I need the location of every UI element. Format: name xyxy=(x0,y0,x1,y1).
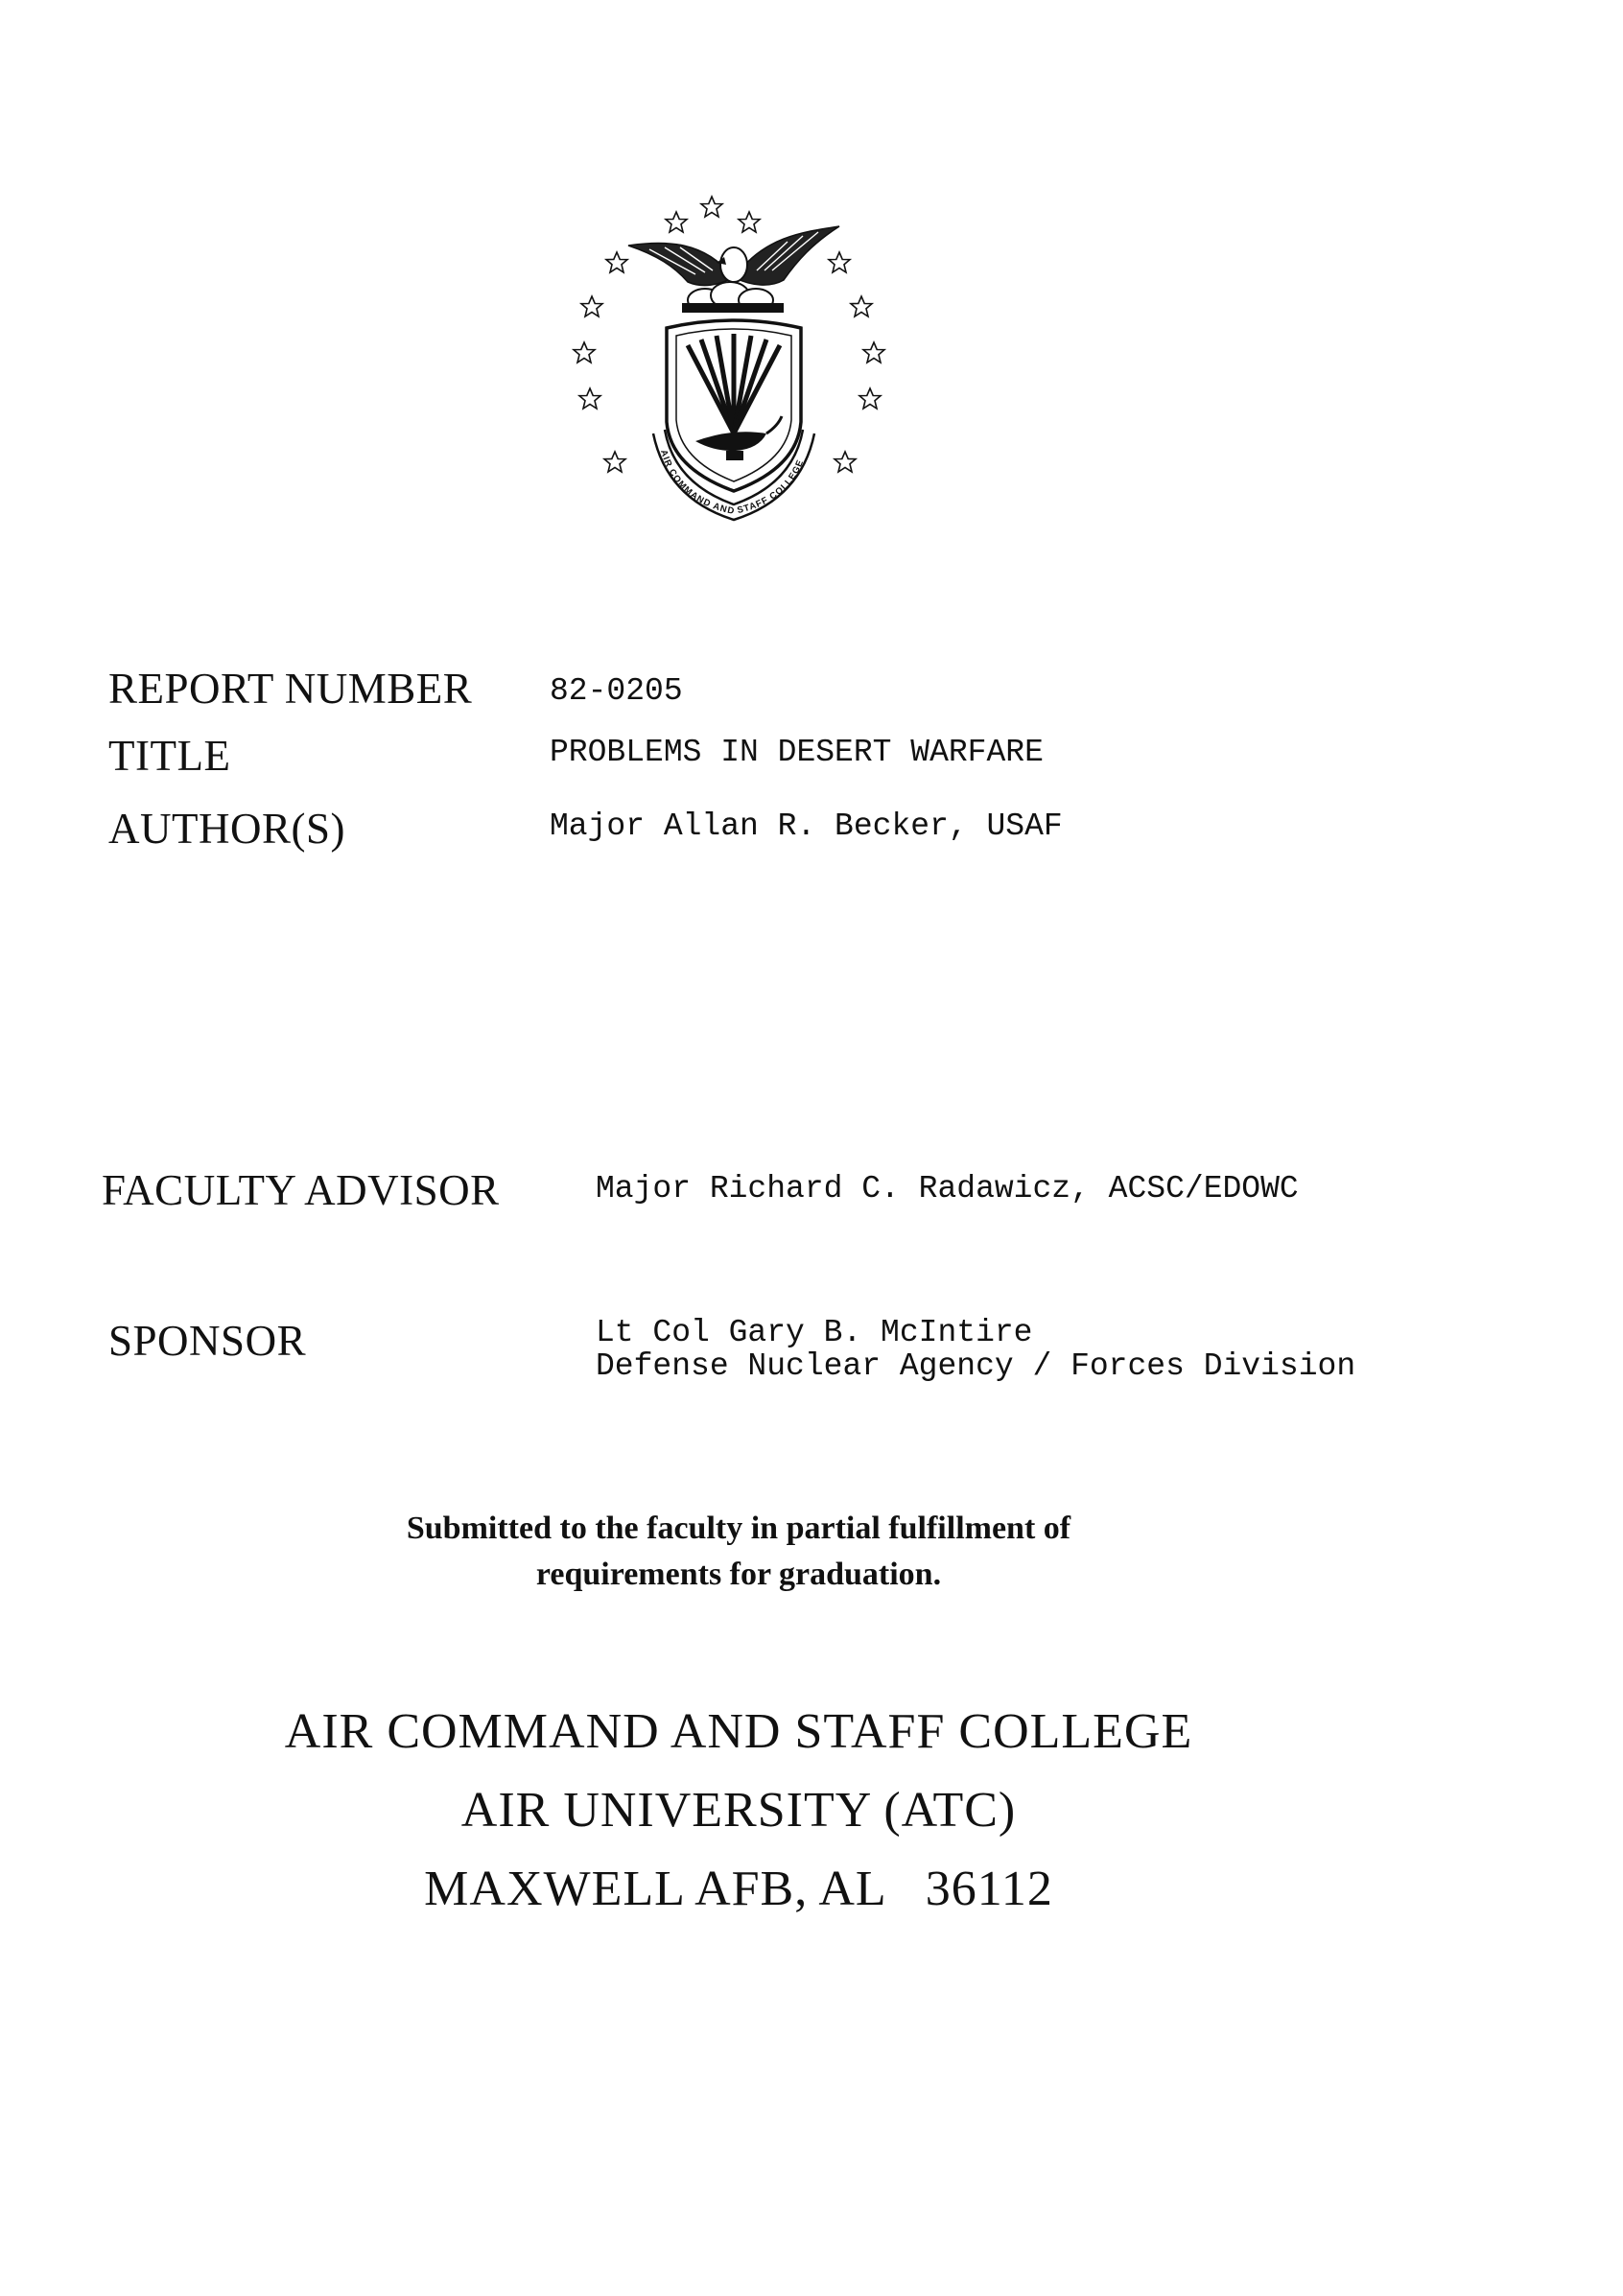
report-number-value: 82-0205 xyxy=(550,673,683,709)
faculty-advisor-value: Major Richard C. Radawicz, ACSC/EDOWC xyxy=(596,1171,1299,1207)
report-number-label: REPORT NUMBER xyxy=(108,665,473,713)
institution-name: AIR COMMAND AND STAFF COLLEGE xyxy=(284,1704,1193,1759)
air-command-and-staff-college-seal-icon xyxy=(561,182,906,523)
submission-line-2: requirements for graduation. xyxy=(535,1557,942,1592)
svg-text:AIR COMMAND AND STAFF COLLEGE: AIR COMMAND AND STAFF COLLEGE xyxy=(658,448,807,518)
institution-address: MAXWELL AFB, AL 36112 xyxy=(424,1862,1053,1916)
title-label: TITLE xyxy=(108,732,231,780)
institution-parent: AIR UNIVERSITY (ATC) xyxy=(460,1783,1017,1838)
sponsor-line-1: Lt Col Gary B. McIntire xyxy=(596,1315,1033,1350)
sponsor-label: SPONSOR xyxy=(108,1317,307,1365)
institution-block xyxy=(0,1693,1477,1929)
submission-statement xyxy=(0,1506,1477,1598)
faculty-advisor-label: FACULTY ADVISOR xyxy=(102,1166,500,1214)
title-value: PROBLEMS IN DESERT WARFARE xyxy=(550,735,1044,770)
authors-value: Major Allan R. Becker, USAF xyxy=(550,808,1063,844)
submission-line-1: Submitted to the faculty in partial fulfillment of xyxy=(406,1511,1071,1546)
sponsor-line-2: Defense Nuclear Agency / Forces Division xyxy=(596,1348,1356,1384)
authors-label: AUTHOR(S) xyxy=(108,805,345,853)
